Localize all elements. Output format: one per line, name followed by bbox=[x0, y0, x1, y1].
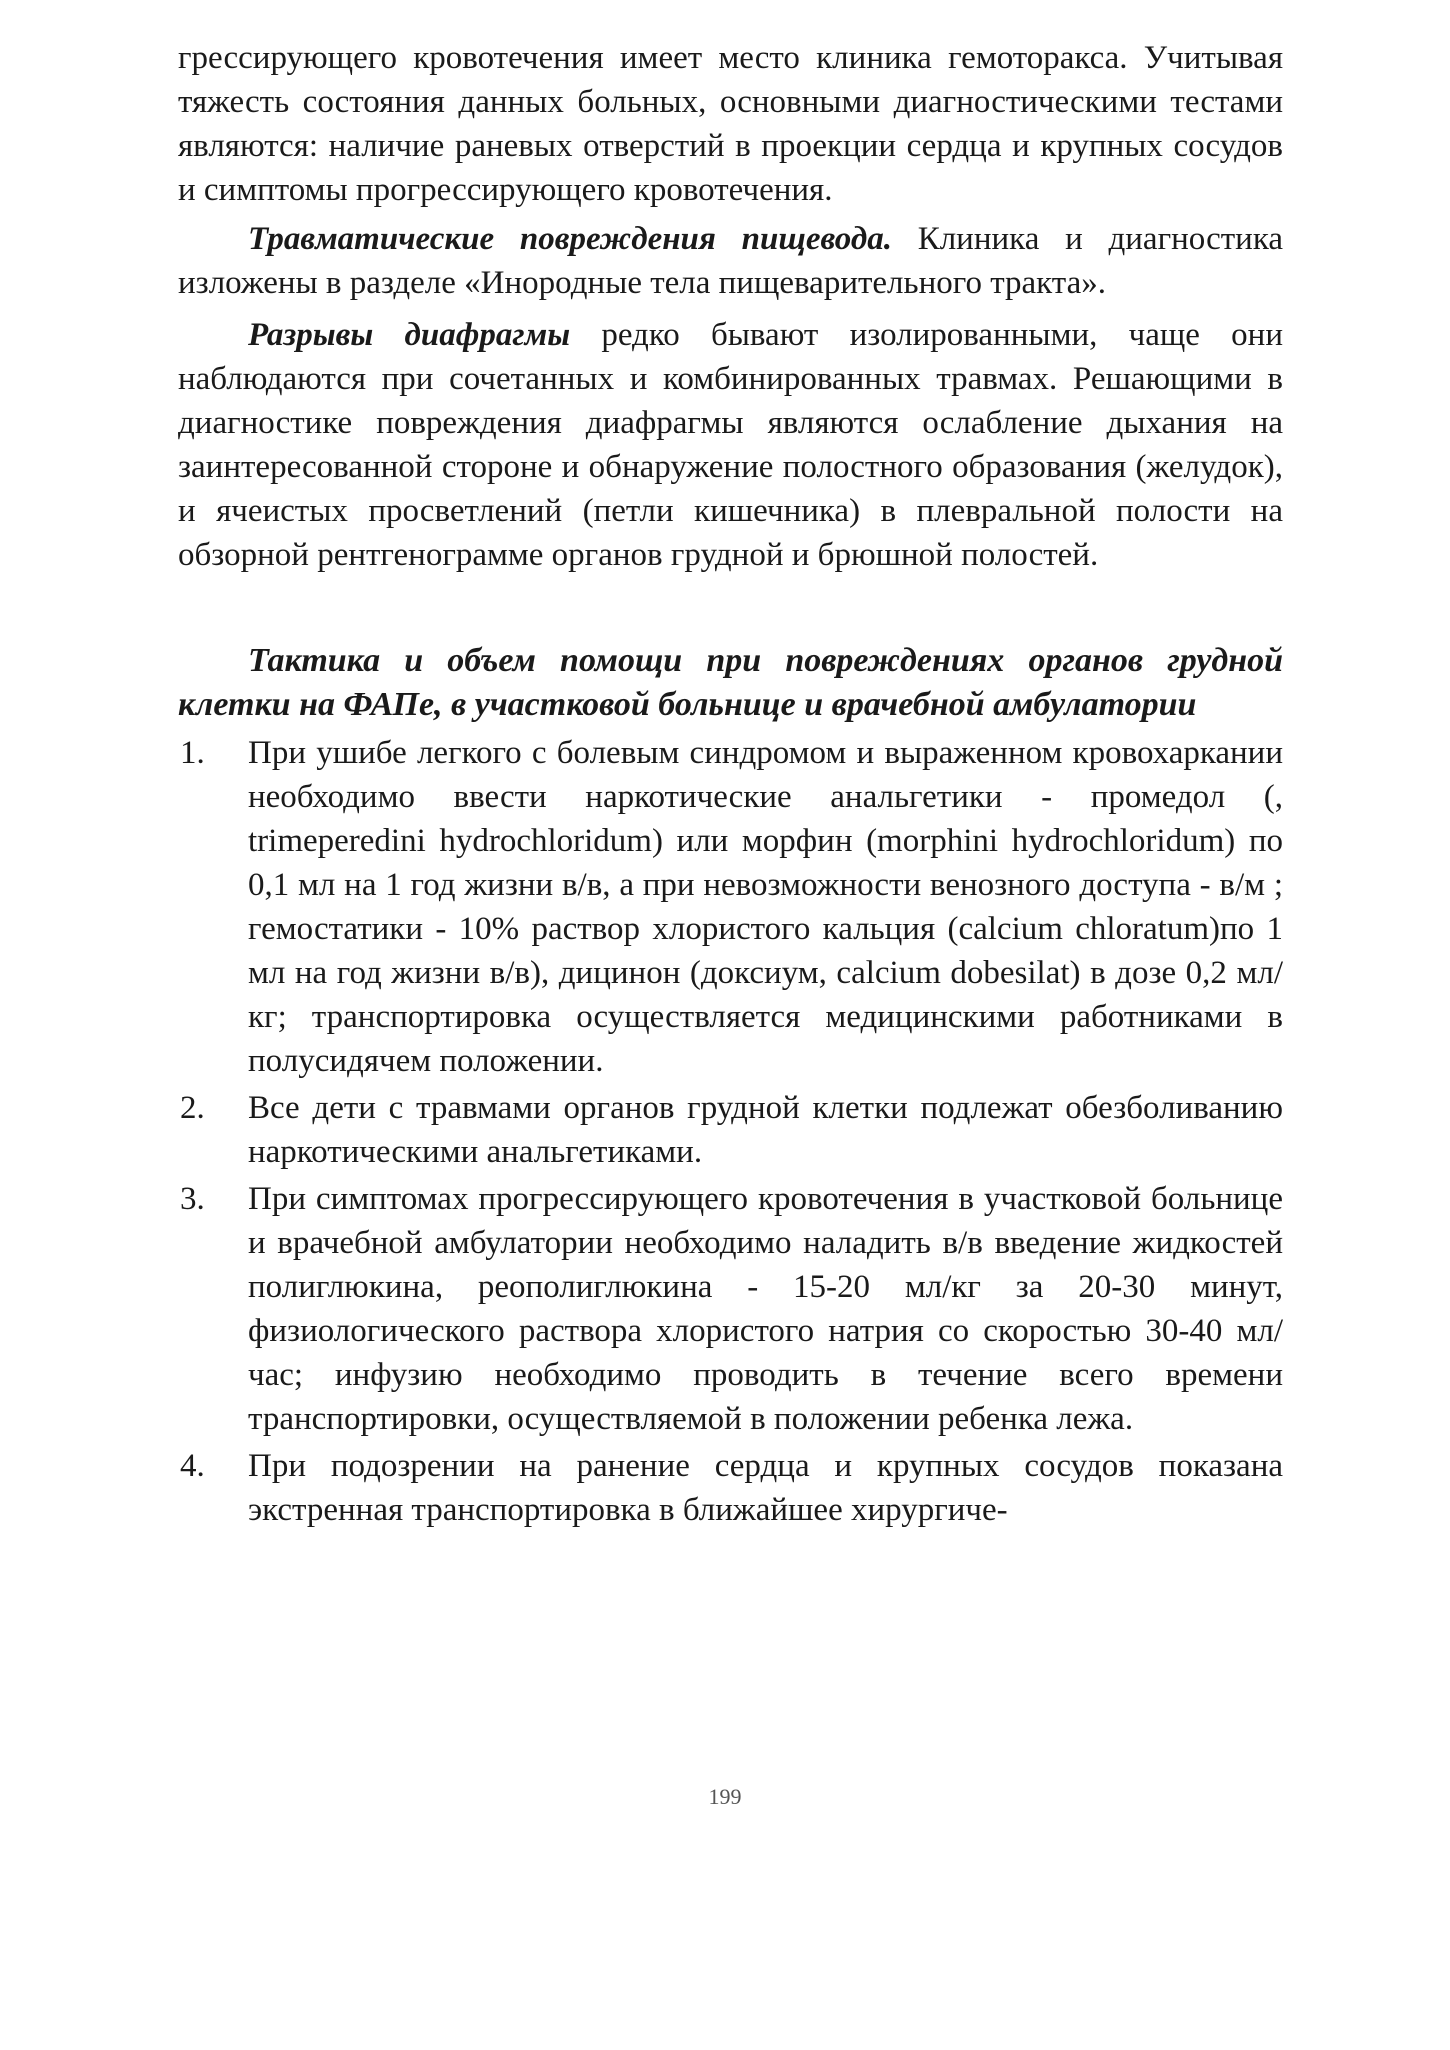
section-title: Тактика и объем помощи при повреждениях органов грудной клетки на ФАПе, в участковой больнице и врачебной амбулатории bbox=[178, 642, 1283, 723]
esophagus-text: Клиника и диагностика изложены в разделе «Инородные тела пищеварительного тракта». bbox=[178, 221, 1283, 301]
list-item bbox=[178, 1177, 1283, 1441]
step-text: При ушибе легкого с болевым синдромом и выраженном кровохаркании необходимо ввести наркотические анальгетики - промедол (, trimeperedini hydrochloridum) или морфин (morphini hydrochloridum) по 0,1 мл на 1 год жизни в/в, а при невозможности венозного доступа - в/м ; гемостатики - 10% раствор хлористого кальция (calcium chloratum)по 1 мл на год жизни в/в), дицинон (доксиум, calcium dobesilat) в дозе 0,2 мл/кг; транспортировка осуществляется медицинскими работниками в полусидячем положении. bbox=[248, 735, 1283, 1079]
paragraph-diaphragm bbox=[178, 313, 1283, 577]
page-number: 199 bbox=[708, 1784, 742, 1809]
step-number: 4. bbox=[180, 1448, 205, 1484]
steps-list bbox=[178, 731, 1283, 1532]
step-text: При подозрении на ранение сердца и крупных сосудов показана экстренная транспортировка в ближайшее хирургиче- bbox=[248, 1448, 1283, 1528]
diaphragm-heading: Разрывы диафрагмы bbox=[248, 317, 571, 353]
step-text: Все дети с травмами органов грудной клетки подлежат обезболиванию наркотическими анальгетиками. bbox=[248, 1090, 1283, 1170]
page-body bbox=[178, 36, 1283, 1535]
esophagus-heading: Травматические повреждения пищевода. bbox=[248, 221, 892, 257]
paragraph-hemothorax: грессирующего кровотечения имеет место клиника гемоторакса. Учитывая тяжесть состояния данных больных, основными диагностическими тестами являются: наличие раневых отверстий в проекции сердца и крупных сосудов и симптомы прогрессирующего кровотечения. bbox=[178, 40, 1283, 208]
list-item bbox=[178, 1086, 1283, 1174]
diaphragm-text: редко бывают изолированными, чаще они наблюдаются при сочетанных и комбинированных травмах. Решающими в диагностике повреждения диафрагмы являются ослабление дыхания на заинтересованной стороне и обнаружение полостного образования (желудок), и ячеистых просветлений (петли кишечника) в плевральной полости на обзорной рентгенограмме органов грудной и брюшной полостей. bbox=[178, 317, 1283, 573]
step-number: 2. bbox=[180, 1090, 205, 1126]
step-number: 1. bbox=[180, 735, 205, 771]
paragraph-esophagus bbox=[178, 217, 1283, 305]
list-item bbox=[178, 1444, 1283, 1532]
list-item bbox=[178, 731, 1283, 1083]
step-number: 3. bbox=[180, 1181, 205, 1217]
step-text: При симптомах прогрессирующего кровотечения в участковой больнице и врачебной амбулатории необходимо наладить в/в введение жидкостей полиглюкина, реополиглюкина - 15-20 мл/кг за 20-30 минут, физиологического раствора хлористого натрия со скоростью 30-40 мл/час; инфузию необходимо проводить в течение всего времени транспортировки, осуществляемой в положении ребенка лежа. bbox=[248, 1181, 1283, 1437]
